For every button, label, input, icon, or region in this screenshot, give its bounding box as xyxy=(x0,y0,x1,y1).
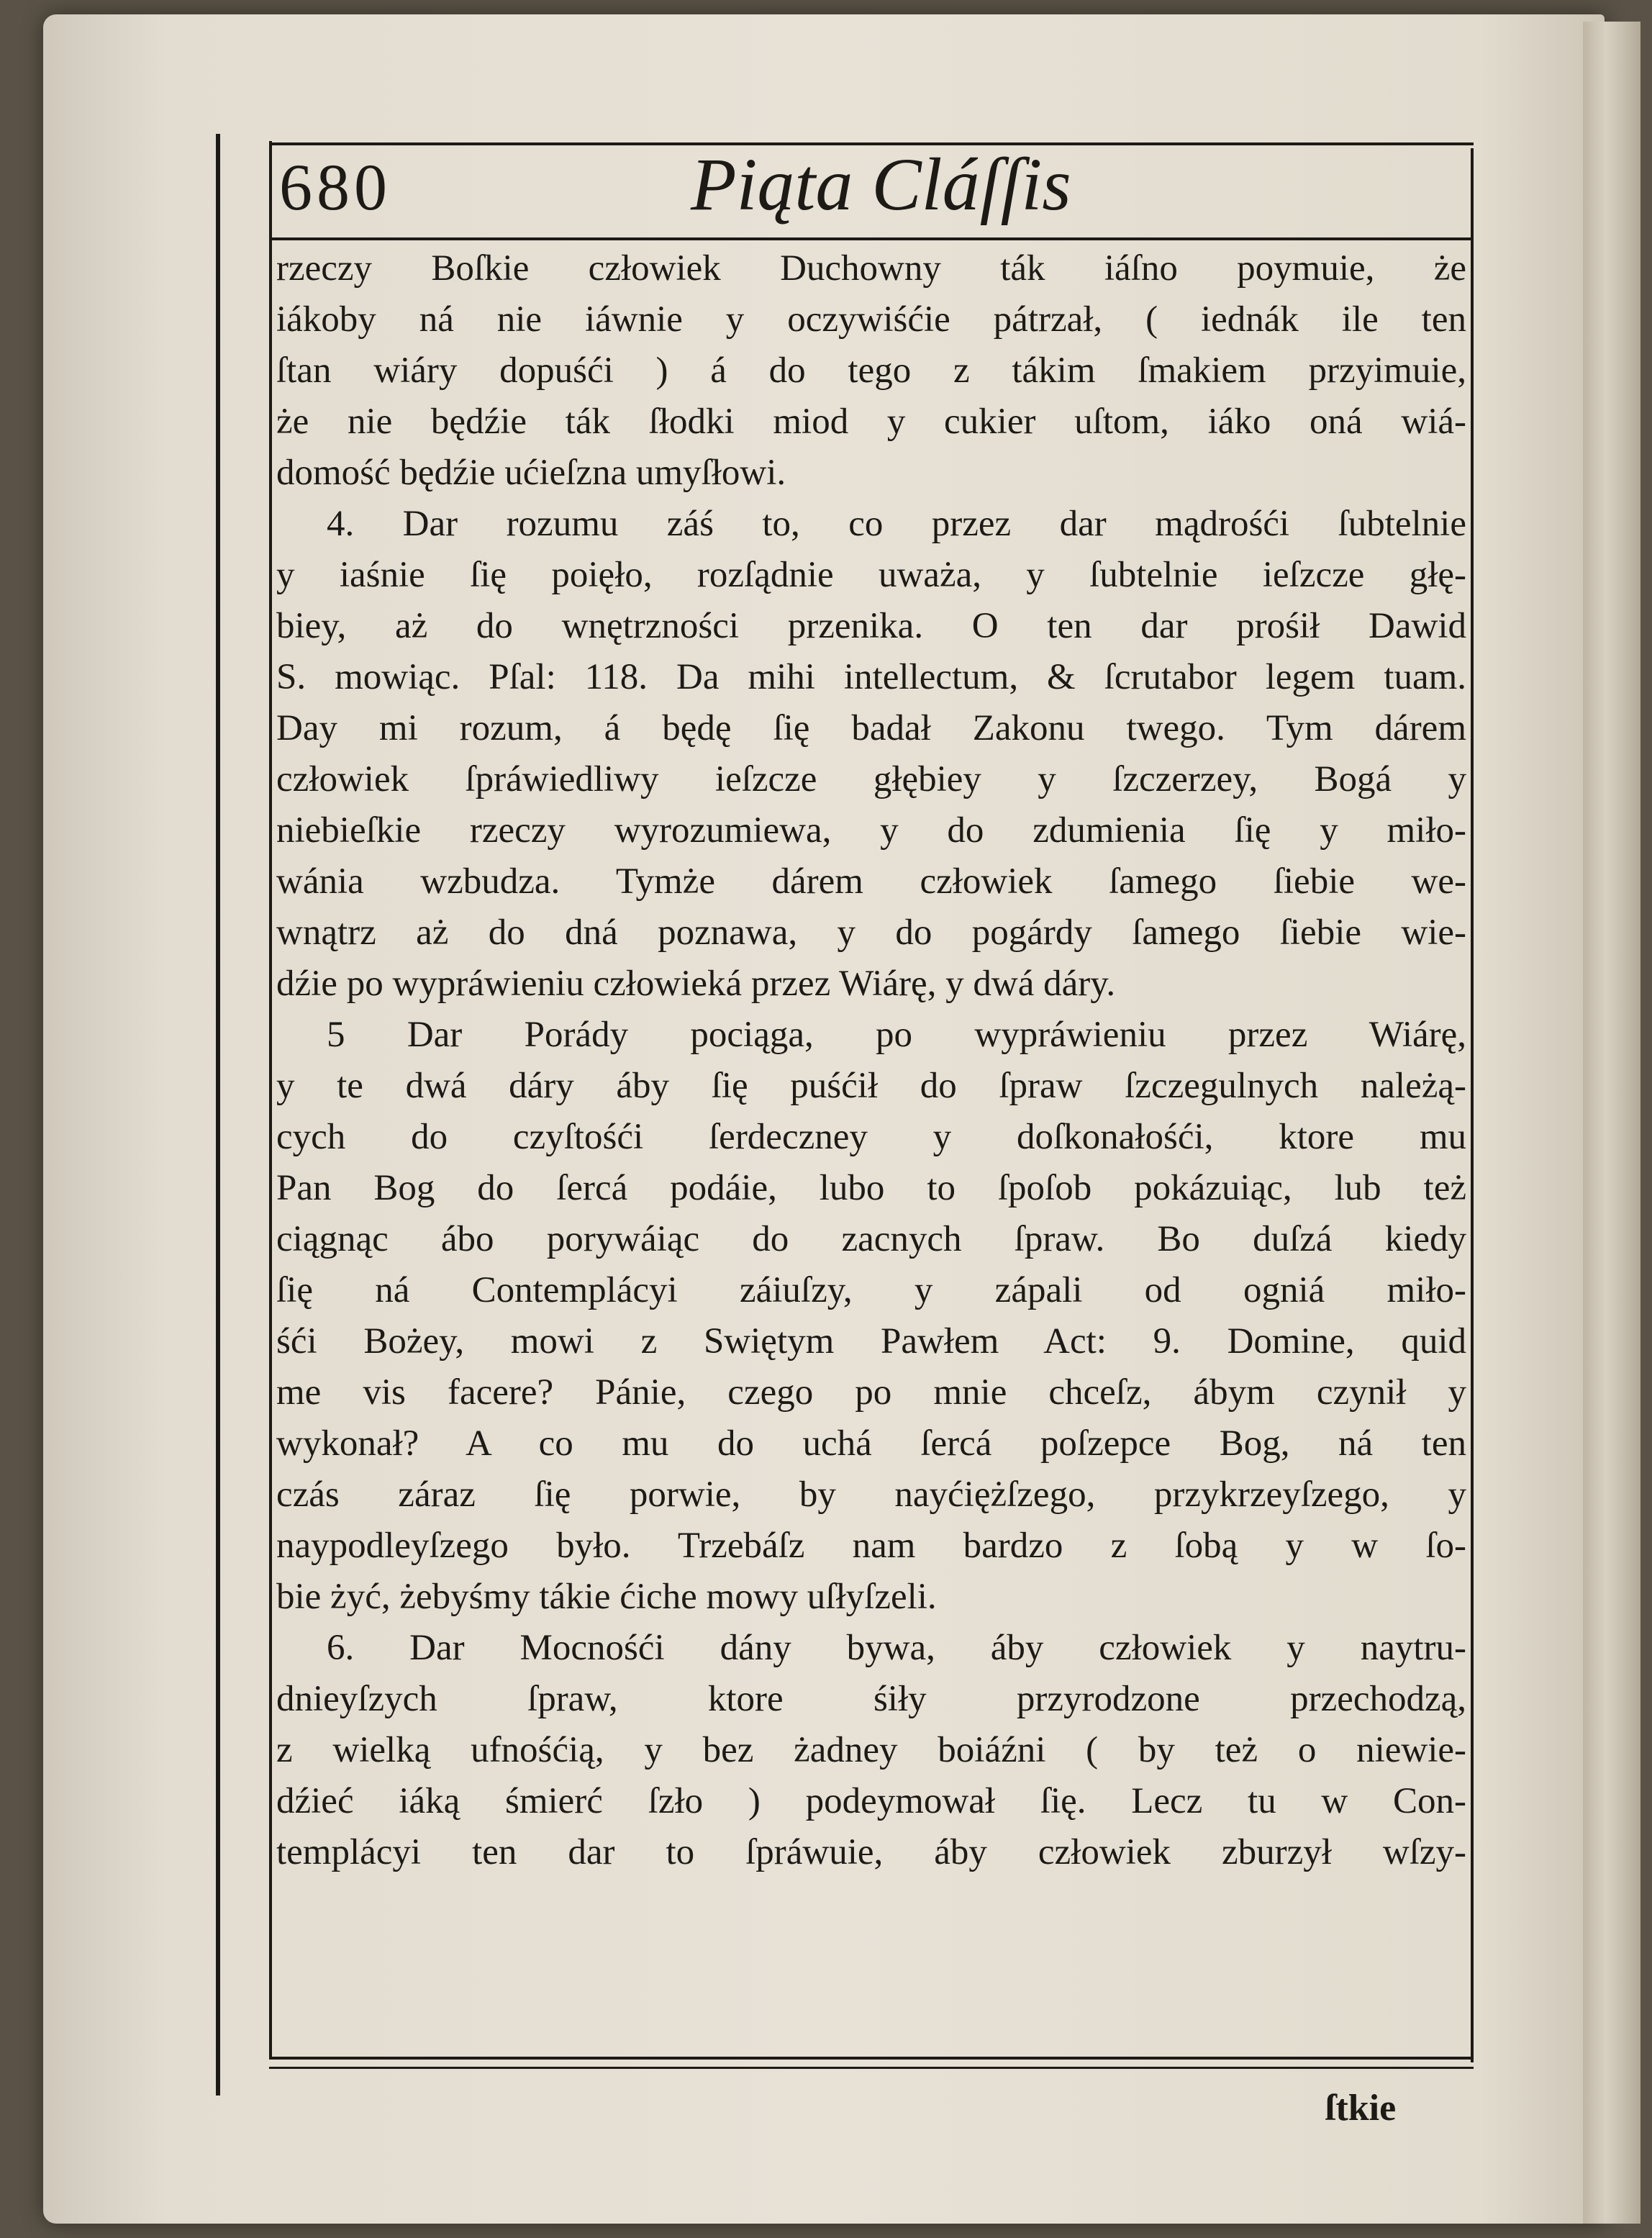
text-line: biey, aż do wnętrzności przenika. O ten dar prośił Dawid xyxy=(276,606,1466,646)
text-line: dnieyſzych ſpraw, ktore śiły przyrodzone przechodzą, xyxy=(276,1679,1466,1719)
text-line: rzeczy Boſkie człowiek Duchowny ták iáſno poymuie, że xyxy=(276,248,1466,289)
text-line: niebieſkie rzeczy wyrozumiewa, y do zdumienia ſię y miło- xyxy=(276,810,1466,851)
page-number: 680 xyxy=(279,150,391,224)
text-line: dźie po wypráwieniu człowieká przez Wiárę, y dwá dáry. xyxy=(276,964,1116,1004)
page-edge-stack xyxy=(1583,22,1640,2224)
text-line: cych do czyſtośći ſerdeczney y doſkonałośći, ktore mu xyxy=(276,1117,1466,1157)
text-line: ſię ná Contemplácyi záiuſzy, y zápali od ogniá miło- xyxy=(276,1270,1466,1310)
text-line: wánia wzbudza. Tymże dárem człowiek ſamego ſiebie we- xyxy=(276,861,1466,902)
text-line: człowiek ſpráwiedliwy ieſzcze głębiey y ſzczerzey, Bogá y xyxy=(276,759,1466,799)
text-line: 6. Dar Mocnośći dány bywa, áby człowiek y naytru- xyxy=(327,1628,1466,1668)
text-line: iákoby ná nie iáwnie y oczywiśćie pátrzał, ( iednák ile ten xyxy=(276,299,1466,340)
text-line: Day mi rozum, á będę ſię badał Zakonu twego. Tym dárem xyxy=(276,708,1466,748)
text-line: bie żyć, żebyśmy tákie ćiche mowy uſłyſzeli. xyxy=(276,1577,937,1617)
text-line: że nie będźie ták ſłodki miod y cukier uſtom, iáko oná wiá- xyxy=(276,402,1466,442)
text-line: me vis facere? Pánie, czego po mnie chceſz, ábym czynił y xyxy=(276,1372,1466,1413)
text-line: śći Bożey, mowi z Swiętym Pawłem Act: 9. Domine, quid xyxy=(276,1321,1466,1362)
frame-rule-right xyxy=(1471,148,1474,2062)
text-line: S. mowiąc. Pſal: 118. Da mihi intellectum, & ſcrutabor legem tuam. xyxy=(276,657,1466,697)
frame-rule-bottom xyxy=(269,2057,1474,2060)
running-head: Piąta Cláſſis xyxy=(691,143,1071,226)
text-line: y iaśnie ſię poięło, rozſądnie uważa, y ſubtelnie ieſzcze głę- xyxy=(276,555,1466,595)
body-text xyxy=(276,243,1466,1878)
header-rule xyxy=(269,237,1474,240)
text-line: 4. Dar rozumu záś to, co przez dar mądrośći ſubtelnie xyxy=(327,504,1466,544)
text-line: czás záraz ſię porwie, by nayćiężſzego, przykrzeyſzego, y xyxy=(276,1474,1466,1515)
frame-rule-bottom-outer xyxy=(269,2067,1474,2069)
text-line: 5 Dar Porády pociąga, po wypráwieniu przez Wiárę, xyxy=(327,1015,1466,1055)
text-line: wykonał? A co mu do uchá ſercá poſzepce Bog, ná ten xyxy=(276,1423,1466,1464)
text-line: y te dwá dáry áby ſię puśćił do ſpraw ſzczegulnych należą- xyxy=(276,1066,1466,1106)
text-line: domość będźie ućieſzna umyſłowi. xyxy=(276,453,786,493)
text-line: Pan Bog do ſercá podáie, lubo to ſpoſob pokázuiąc, lub też xyxy=(276,1168,1466,1208)
frame-rule-outer-left xyxy=(216,134,220,2096)
catchword: ſtkie xyxy=(1325,2088,1397,2129)
frame-rule-left xyxy=(269,141,272,2058)
text-line: dźieć iáką śmierć ſzło ) podeymował ſię. Lecz tu w Con- xyxy=(276,1781,1466,1821)
text-line: ſtan wiáry dopuśći ) á do tego z tákim ſmakiem przyimuie, xyxy=(276,350,1466,391)
text-line: naypodleyſzego było. Trzebáſz nam bardzo z ſobą y w ſo- xyxy=(276,1526,1466,1566)
text-line: z wielką ufnośćią, y bez żadney boiáźni ( by też o niewie- xyxy=(276,1730,1466,1770)
text-line: templácyi ten dar to ſpráwuie, áby człowiek zburzył wſzy- xyxy=(276,1832,1466,1872)
text-line: wnątrz aż do dná poznawa, y do pogárdy ſamego ſiebie wie- xyxy=(276,912,1466,953)
text-line: ciągnąc ábo porywáiąc do zacnych ſpraw. Bo duſzá kiedy xyxy=(276,1219,1466,1259)
